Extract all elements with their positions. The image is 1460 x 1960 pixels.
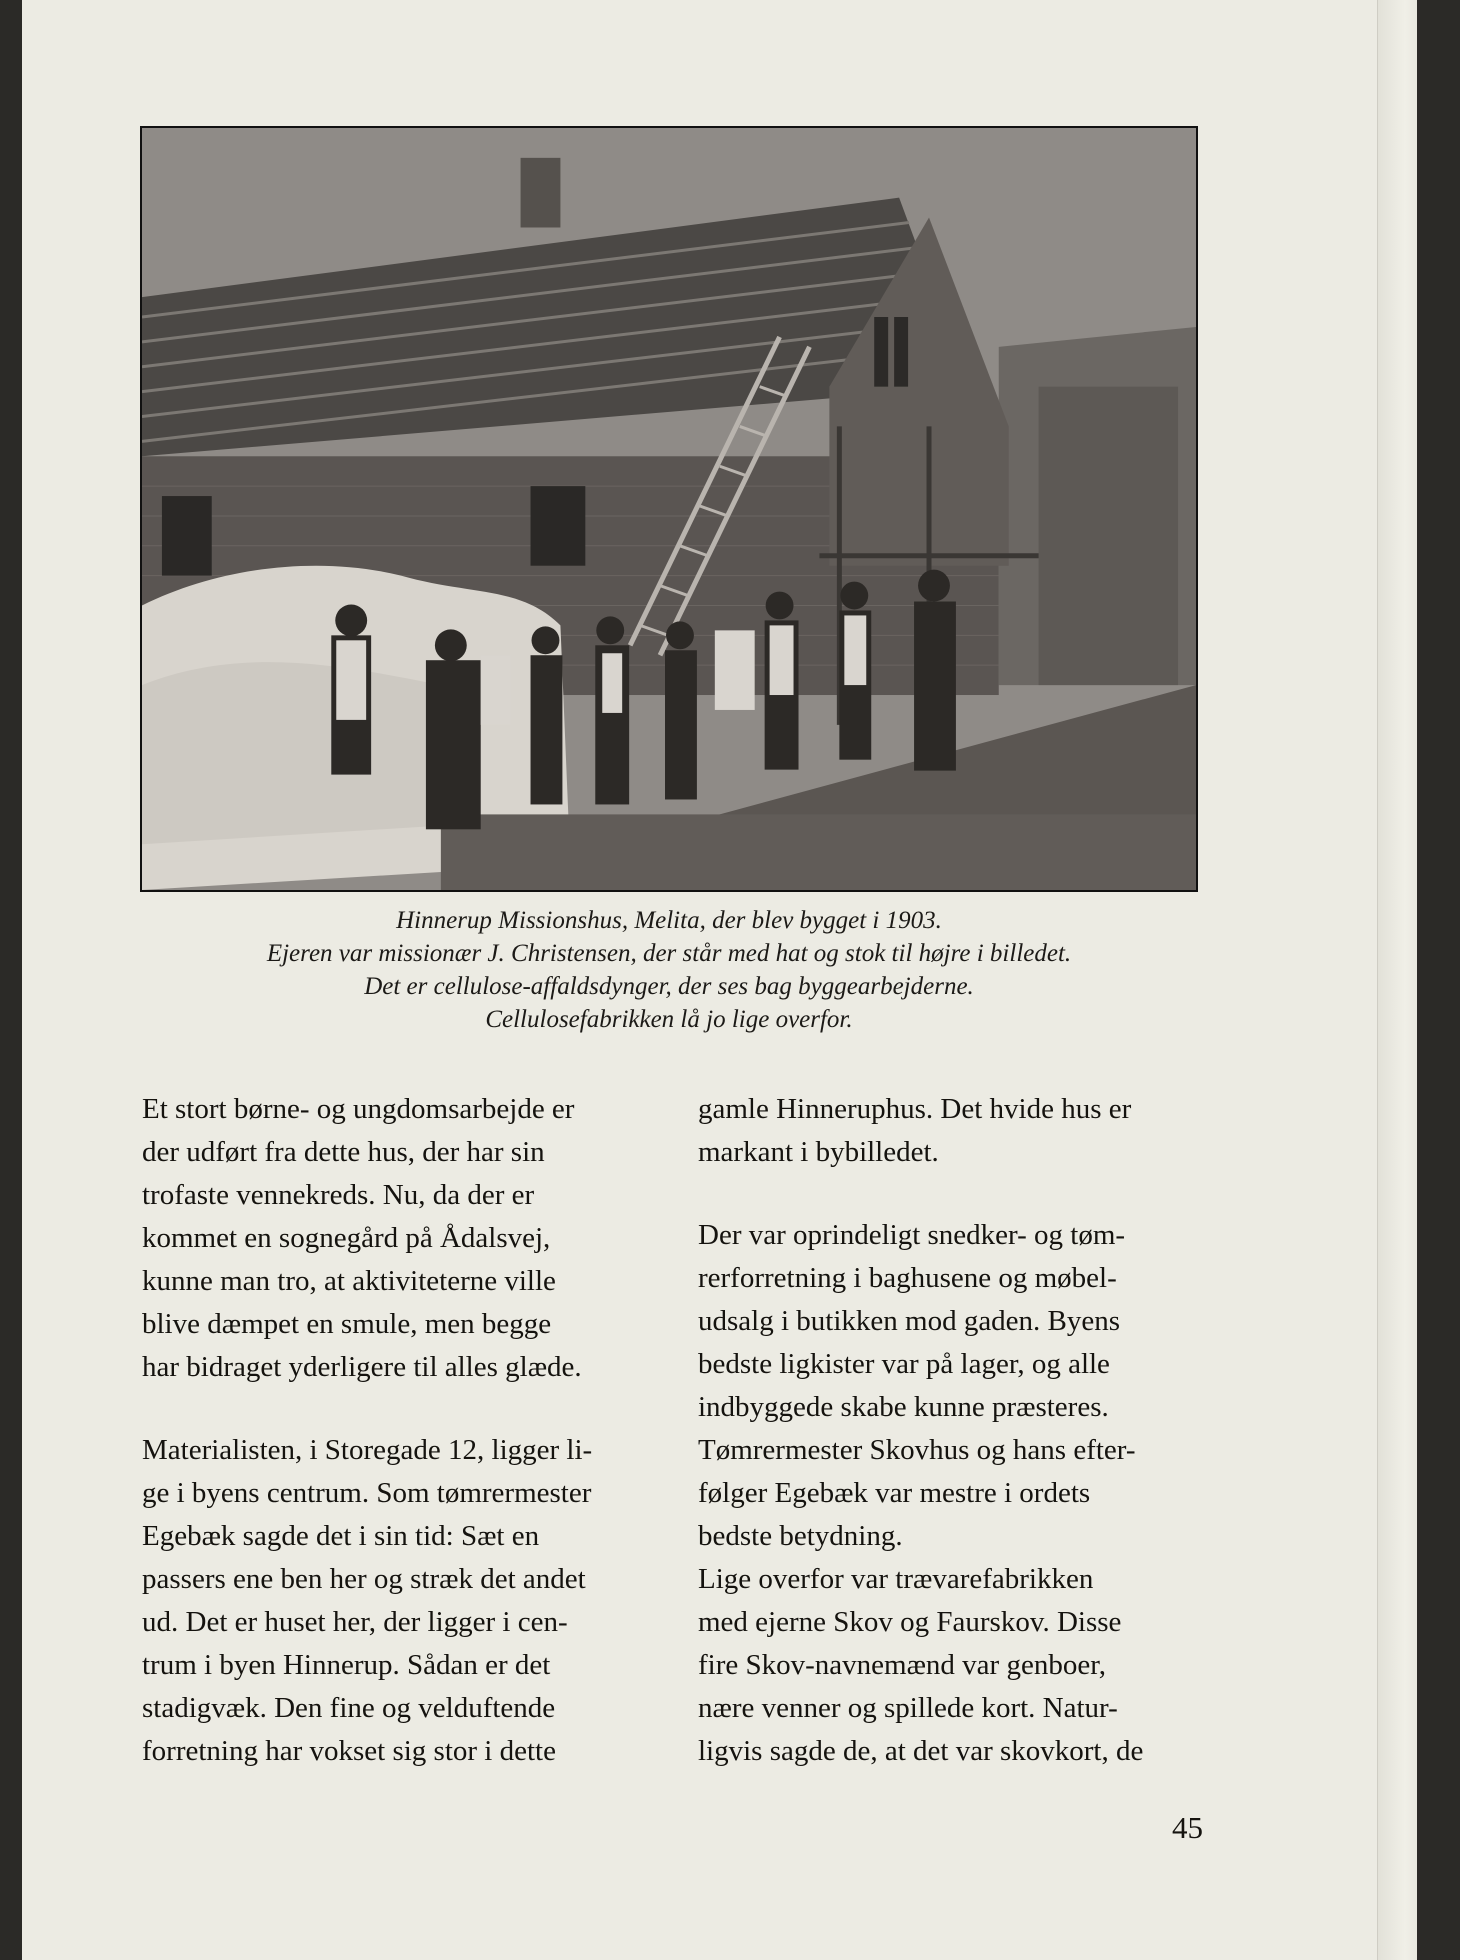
left-text-column (142, 1088, 662, 1773)
text-line: rerforretning i baghusene og møbel- (698, 1262, 1117, 1294)
paragraph (142, 1429, 662, 1773)
text-line: med ejerne Skov og Faurskov. Disse (698, 1606, 1122, 1638)
text-line: trum i byen Hinnerup. Sådan er det (142, 1649, 551, 1681)
paragraph (142, 1088, 662, 1389)
text-line: Egebæk sagde det i sin tid: Sæt en (142, 1520, 540, 1552)
text-line: kommet en sognegård på Ådalsvej, (142, 1222, 551, 1254)
historical-photograph (140, 126, 1198, 892)
photo-icon (142, 128, 1196, 890)
text-line: markant i bybilledet. (698, 1136, 939, 1168)
text-line: bedste betydning. (698, 1520, 903, 1552)
paragraph (698, 1214, 1238, 1773)
caption-line: Ejeren var missionær J. Christensen, der står med hat og stok til højre i billedet. (266, 940, 1072, 967)
caption-line: Cellulosefabrikken lå jo lige overfor. (485, 1006, 853, 1033)
text-line: nære venner og spillede kort. Natur- (698, 1692, 1118, 1724)
text-line: gamle Hinneruphus. Det hvide hus er (698, 1093, 1132, 1125)
caption-line: Det er cellulose-affaldsdynger, der ses bag byggearbejderne. (364, 973, 974, 1000)
paragraph-gap (142, 1389, 662, 1429)
right-text-column (698, 1088, 1238, 1773)
text-line: forretning har vokset sig stor i dette (142, 1735, 556, 1767)
paragraph-gap (698, 1174, 1238, 1214)
text-line: Tømrermester Skovhus og hans efter- (698, 1434, 1136, 1466)
text-line: passers ene ben her og stræk det andet (142, 1563, 586, 1595)
text-line: Lige overfor var trævarefabrikken (698, 1563, 1094, 1595)
text-line: fire Skov-navnemænd var genboer, (698, 1649, 1106, 1681)
page-edge (1377, 0, 1417, 1960)
text-line: der udført fra dette hus, der har sin (142, 1136, 545, 1168)
text-line: kunne man tro, at aktiviteterne ville (142, 1265, 556, 1297)
text-line: Der var oprindeligt snedker- og tøm- (698, 1219, 1126, 1251)
book-page (22, 0, 1417, 1960)
text-line: følger Egebæk var mestre i ordets (698, 1477, 1091, 1509)
text-line: stadigvæk. Den fine og velduftende (142, 1692, 556, 1724)
text-line: bedste ligkister var på lager, og alle (698, 1348, 1110, 1380)
text-line: Materialisten, i Storegade 12, ligger li- (142, 1434, 593, 1466)
page-number: 45 (1172, 1810, 1203, 1845)
caption-line: Hinnerup Missionshus, Melita, der blev bygget i 1903. (396, 907, 942, 934)
text-line: Et stort børne- og ungdomsarbejde er (142, 1093, 575, 1125)
text-line: ud. Det er huset her, der ligger i cen- (142, 1606, 568, 1638)
text-line: ligvis sagde de, at det var skovkort, de (698, 1735, 1144, 1767)
text-line: trofaste vennekreds. Nu, da der er (142, 1179, 535, 1211)
photo-caption (140, 904, 1198, 1036)
text-line: udsalg i butikken mod gaden. Byens (698, 1305, 1121, 1337)
text-line: har bidraget yderligere til alles glæde. (142, 1351, 582, 1383)
text-line: blive dæmpet en smule, men begge (142, 1308, 552, 1340)
text-line: indbyggede skabe kunne præsteres. (698, 1391, 1109, 1423)
paragraph (698, 1088, 1238, 1174)
text-line: ge i byens centrum. Som tømrermester (142, 1477, 592, 1509)
